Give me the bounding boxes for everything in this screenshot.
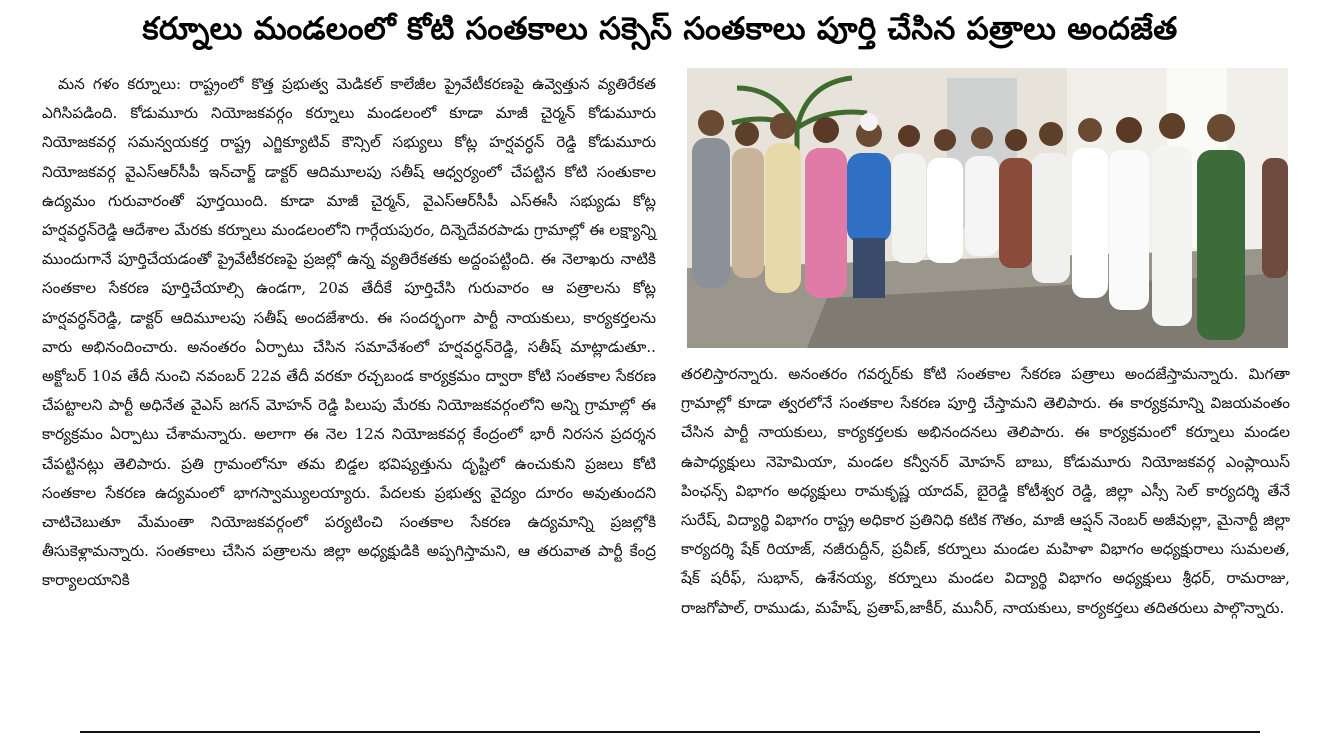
- headline: కర్నూలు మండలంలో కోటి సంతకాలు సక్సెస్ సంతకాలు పూర్తి చేసిన పత్రాలు అందజేత: [142, 11, 1178, 47]
- article-left-column: [42, 70, 656, 596]
- group-photo-icon: [687, 68, 1288, 348]
- group-photo: [687, 68, 1288, 348]
- article-body-left: మన గళం కర్నూలు: రాష్ట్రంలో కొత్త ప్రభుత్వ మెడికల్ కాలేజీల ప్రైవేటీకరణపై ఉవ్వెత్తున వ్యతిరేకత ఎగిసిపడింది. కోడుమూరు నియోజకవర్గం కర్నూలు మండలంలో కూడా మాజీ చైర్మన్ కోడుమూరు నియోజకవర్గ సమన్వయకర్త రాష్ట్ర ఎగ్జిక్యూటివ్ కౌన్సిల్ సభ్యులు కోట్ల హర్షవర్ధన్ రెడ్డి కోడుమూరు నియోజకవర్గ వైఎస్ఆర్‌సీపీ ఇన్‌చార్జ్ డాక్టర్ ఆదిమూలపు సతీష్ ఆధ్వర్యంలో చేపట్టిన కోటి సంతుకాల ఉద్యమం గురువారంతో పూర్తయింది. కూడా మాజీ చైర్మన్, వైఎస్ఆర్‌సీపీ ఎస్ఈసీ సభ్యుడు కోట్ల హర్షవర్ధన్‌రెడ్డి ఆదేశాల మేరకు కర్నూలు మండలంలోని గార్గేయపురం, దిన్నెదేవరపాడు గ్రామాల్లో ఈ లక్ష్యాన్ని ముందుగానే పూర్తిచేయడంతో ప్రైవేటీకరణపై ప్రజల్లో ఉన్న వ్యతిరేకతకు అద్దంపట్టింది. ఈ నెలాఖరు నాటికి సంతకాల సేకరణ పూర్తిచేయాల్సి ఉండగా, 20వ తేదీకే పూర్తిచేసి గురువారం ఆ పత్రాలను కోట్ల హర్షవర్ధన్‌రెడ్డి, డాక్టర్ ఆదిమూలపు సతీష్ అందజేశారు. ఈ సందర్భంగా పార్టీ నాయకులు, కార్యకర్తలను వారు అభినందించారు. అనంతరం ఏర్పాటు చేసిన సమావేశంలో హర్షవర్ధన్‌రెడ్డి, సతీష్ మాట్లాడుతూ.. అక్టోబర్ 10వ తేదీ నుంచి నవంబర్ 22వ తేదీ వరకూ రచ్చబండ కార్యక్రమం ద్వారా కోటి సంతకాల సేకరణ చేపట్టాలని పార్టీ అధినేత వైఎస్ జగన్ మోహన్ రెడ్డి పిలుపు మేరకు నియోజకవర్గంలోని అన్ని గ్రామాల్లో ఈ కార్యక్రమం ఏర్పాటు చేశామన్నారు. అలాగా ఈ నెల 12న నియోజకవర్గ కేంద్రంలో భారీ నిరసన ప్రదర్శన చేపట్టినట్లు తెలిపారు. ప్రతి గ్రామంలోనూ తమ బిడ్డల భవిష్యత్తును దృష్టిలో ఉంచుకుని ప్రజలు కోటి సంతకాల సేకరణ ఉద్యమంలో భాగస్వామ్యులయ్యారు. పేదలకు ప్రభుత్వ వైద్యం దూరం అవుతుందని చాటిచెబుతూ మేమంతా నియోజకవర్గంలో పర్యటించి సంతకాల సేకరణ ఉద్యమాన్ని ప్రజల్లోకి తీసుకెళ్లామన్నారు. సంతకాలు చేసిన పత్రాలను జిల్లా అధ్యక్షుడికి అప్పగిస్తామని, ఆ తరువాత పార్టీ కేంద్ర కార్యాలయానికి: [42, 75, 656, 590]
- article-body-right: తరలిస్తారన్నారు. అనంతరం గవర్నర్‌కు కోటి సంతకాల సేకరణ పత్రాలు అందజేస్తామన్నారు. మిగతా గ్రామాల్లో కూడా త్వరలోనే సంతకాల సేకరణ పూర్తి చేస్తామని తెలిపారు. ఈ కార్యక్రమాన్ని విజయవంతం చేసిన పార్టీ నాయకులు, కార్యకర్తలకు అభినందనలు తెలిపారు. ఈ కార్యక్రమంలో కర్నూలు మండల ఉపాధ్యక్షులు నెహెమియా, మండల కన్వీనర్ మోహన్ బాబు, కోడుమూరు నియోజకవర్గ ఎంప్లాయిస్ పింఛన్స్ విభాగం అధ్యక్షులు రామకృష్ణ యాదవ్, బైరెడ్డి కోటీశ్వర రెడ్డి, జిల్లా ఎస్సీ సెల్ కార్యదర్శి తేనే సురేష్, విద్యార్థి విభాగం రాష్ట్ర అధికార ప్రతినిధి కటిక గౌతం, మాజీ ఆప్షన్ నెంబర్ అజీవుల్లా, మైనార్టీ జిల్లా కార్యదర్శి షేక్ రియాజ్, నజీరుద్దీన్, ప్రవీణ్, కర్నూలు మండల మహిళా విభాగం అధ్యక్షురాలు సుమలత, షేక్ షరీఫ్, సుభాన్, ఉశేనయ్య, కర్నూలు మండల విద్యార్థి విభాగం అధ్యక్షులు శ్రీధర్, రామరాజు, రాజగోపాల్, రాముడు, మహేష్, ప్రతాప్,జాకీర్, మునీర్, నాయకులు, కార్యకర్తలు తదితరులు పాల్గొన్నారు.: [681, 365, 1290, 617]
- article-right-column: [681, 360, 1290, 623]
- bottom-rule: [80, 731, 1260, 733]
